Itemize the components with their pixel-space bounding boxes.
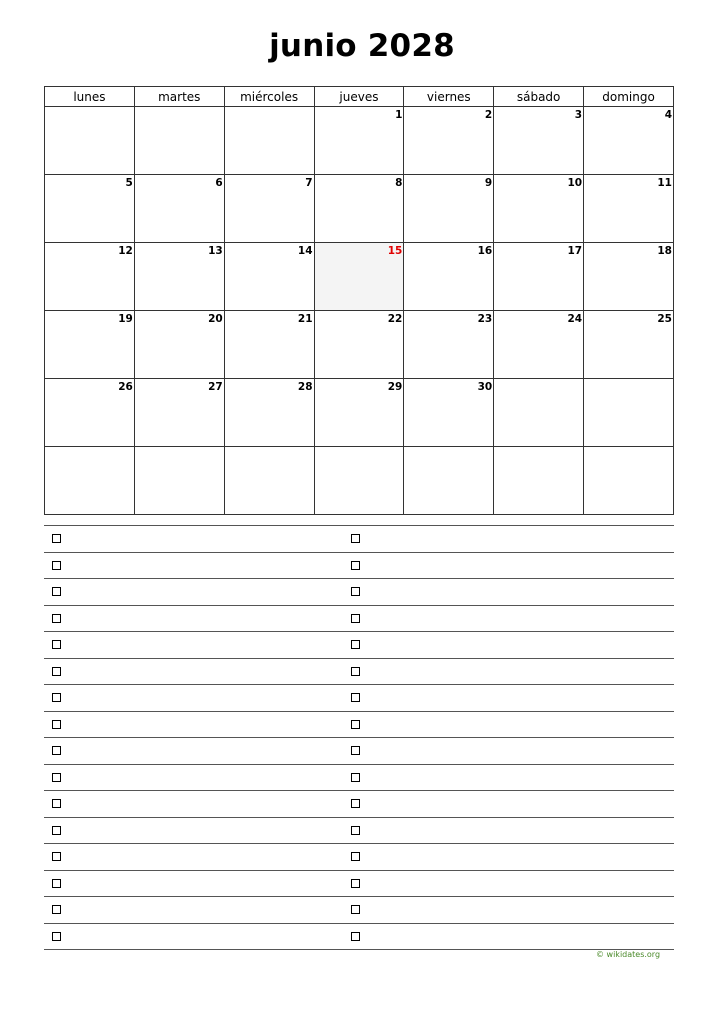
checkbox-square-icon[interactable]: [351, 561, 360, 570]
day-cell: [494, 243, 584, 311]
day-cell: [584, 379, 674, 447]
day-cell: [45, 243, 135, 311]
weekday-header: martes: [134, 87, 224, 107]
checkbox-square-icon[interactable]: [52, 852, 61, 861]
checkbox-square-icon[interactable]: [52, 932, 61, 941]
day-cell: [314, 175, 404, 243]
day-cell: [314, 311, 404, 379]
checklist-row: [44, 923, 674, 951]
day-cell: [404, 107, 494, 175]
checkbox-square-icon[interactable]: [52, 561, 61, 570]
day-number: [315, 447, 404, 449]
day-number: 22: [387, 313, 403, 325]
weekday-header-row: [45, 87, 674, 107]
week-row: [45, 311, 674, 379]
day-number: 24: [567, 313, 583, 325]
day-cell: [584, 175, 674, 243]
checkbox-square-icon[interactable]: [52, 746, 61, 755]
checklist-row: [44, 552, 674, 579]
day-cell: [45, 175, 135, 243]
day-cell: [404, 447, 494, 515]
checklist-row: [44, 578, 674, 605]
checkbox-square-icon[interactable]: [52, 720, 61, 729]
checkbox-square-icon[interactable]: [52, 667, 61, 676]
day-number: 4: [664, 109, 672, 121]
day-number: [135, 107, 224, 109]
day-number: 12: [118, 245, 133, 257]
checklist-row: [44, 684, 674, 711]
day-cell: [494, 379, 584, 447]
weekday-header: miércoles: [224, 87, 314, 107]
day-cell: [584, 107, 674, 175]
day-number: 8: [395, 177, 403, 189]
checklist-row: [44, 631, 674, 658]
checklist-row: [44, 658, 674, 685]
checkbox-square-icon[interactable]: [52, 587, 61, 596]
day-number: 26: [118, 381, 133, 393]
day-number: 11: [657, 177, 672, 189]
checklist-row: [44, 605, 674, 632]
day-cell: [224, 107, 314, 175]
checklist: [44, 525, 674, 950]
checkbox-square-icon[interactable]: [351, 746, 360, 755]
checklist-row: [44, 711, 674, 738]
checkbox-square-icon[interactable]: [52, 614, 61, 623]
checkbox-square-icon[interactable]: [52, 879, 61, 888]
day-cell: [45, 447, 135, 515]
day-cell: [314, 379, 404, 447]
checkbox-square-icon[interactable]: [52, 905, 61, 914]
day-cell: [134, 175, 224, 243]
day-number: [45, 447, 134, 449]
checkbox-square-icon[interactable]: [52, 773, 61, 782]
checkbox-square-icon[interactable]: [351, 905, 360, 914]
day-cell: [494, 175, 584, 243]
day-number: 29: [387, 381, 403, 393]
day-number: [404, 447, 493, 449]
day-number: 16: [477, 245, 493, 257]
checkbox-square-icon[interactable]: [351, 720, 360, 729]
weekday-header: lunes: [45, 87, 135, 107]
checklist-row: [44, 790, 674, 817]
week-row: [45, 379, 674, 447]
checkbox-square-icon[interactable]: [351, 667, 360, 676]
day-cell: [584, 447, 674, 515]
day-number: 28: [297, 381, 313, 393]
checkbox-square-icon[interactable]: [52, 799, 61, 808]
day-number: 6: [215, 177, 223, 189]
checklist-row: [44, 870, 674, 897]
day-cell: [224, 175, 314, 243]
week-row: [45, 175, 674, 243]
day-cell: [45, 311, 135, 379]
day-cell: [494, 447, 584, 515]
day-cell: [224, 311, 314, 379]
day-number: [494, 447, 583, 449]
day-cell: [584, 243, 674, 311]
day-number: 3: [574, 109, 583, 121]
day-number: 5: [125, 177, 133, 189]
day-cell: [404, 311, 494, 379]
checkbox-square-icon[interactable]: [351, 826, 360, 835]
day-cell: [134, 379, 224, 447]
day-number: [225, 447, 314, 449]
checkbox-square-icon[interactable]: [351, 852, 360, 861]
checklist-row: [44, 817, 674, 844]
day-cell: [584, 311, 674, 379]
checklist-row: [44, 737, 674, 764]
checkbox-square-icon[interactable]: [351, 693, 360, 702]
checkbox-square-icon[interactable]: [351, 587, 360, 596]
day-number-today: 15: [387, 245, 403, 257]
page-title: junio 2028: [269, 28, 455, 64]
week-row: [45, 107, 674, 175]
checkbox-square-icon[interactable]: [52, 826, 61, 835]
day-cell: [494, 311, 584, 379]
checkbox-square-icon[interactable]: [351, 773, 360, 782]
day-cell: [494, 107, 584, 175]
day-number: 13: [208, 245, 223, 257]
day-number: 2: [484, 109, 493, 121]
checklist-row: [44, 525, 674, 552]
checklist-row: [44, 764, 674, 791]
day-number: 25: [657, 313, 672, 325]
week-row: [45, 243, 674, 311]
weekday-header: sábado: [494, 87, 584, 107]
day-number: [584, 447, 673, 449]
month-calendar: [44, 86, 674, 515]
checkbox-square-icon[interactable]: [351, 879, 360, 888]
day-cell: [314, 447, 404, 515]
day-number: 1: [395, 109, 403, 121]
day-cell: [45, 107, 135, 175]
day-cell: [134, 447, 224, 515]
checklist-row: [44, 896, 674, 923]
day-number: 27: [208, 381, 223, 393]
checkbox-square-icon[interactable]: [52, 640, 61, 649]
weekday-header: viernes: [404, 87, 494, 107]
day-number: 18: [657, 245, 672, 257]
weekday-header: domingo: [584, 87, 674, 107]
footer-credit: © wikidates.org: [596, 950, 661, 959]
checkbox-square-icon[interactable]: [52, 534, 61, 543]
day-number: 23: [477, 313, 493, 325]
day-cell: [404, 379, 494, 447]
day-number: [135, 447, 224, 449]
checkbox-square-icon[interactable]: [351, 614, 360, 623]
checkbox-square-icon[interactable]: [52, 693, 61, 702]
day-number: 30: [477, 381, 493, 393]
checklist-row: [44, 843, 674, 870]
checkbox-square-icon[interactable]: [351, 932, 360, 941]
day-cell: [314, 107, 404, 175]
day-number: [494, 379, 583, 381]
day-cell: [224, 379, 314, 447]
day-cell: [404, 243, 494, 311]
day-cell: [134, 311, 224, 379]
day-number: 7: [305, 177, 313, 189]
day-cell: [404, 175, 494, 243]
day-number: 19: [118, 313, 133, 325]
day-cell-today: [314, 243, 404, 311]
day-number: [225, 107, 314, 109]
day-cell: [134, 243, 224, 311]
day-cell: [45, 379, 135, 447]
day-cell: [224, 243, 314, 311]
day-number: 10: [567, 177, 583, 189]
week-row: [45, 447, 674, 515]
day-cell: [224, 447, 314, 515]
checkbox-square-icon[interactable]: [351, 799, 360, 808]
day-number: 21: [297, 313, 313, 325]
checkbox-square-icon[interactable]: [351, 534, 360, 543]
day-number: [584, 379, 673, 381]
day-number: 14: [297, 245, 313, 257]
weekday-header: jueves: [314, 87, 404, 107]
day-number: [45, 107, 134, 109]
day-number: 20: [208, 313, 223, 325]
day-number: 9: [484, 177, 493, 189]
day-number: 17: [567, 245, 583, 257]
day-cell: [134, 107, 224, 175]
checkbox-square-icon[interactable]: [351, 640, 360, 649]
